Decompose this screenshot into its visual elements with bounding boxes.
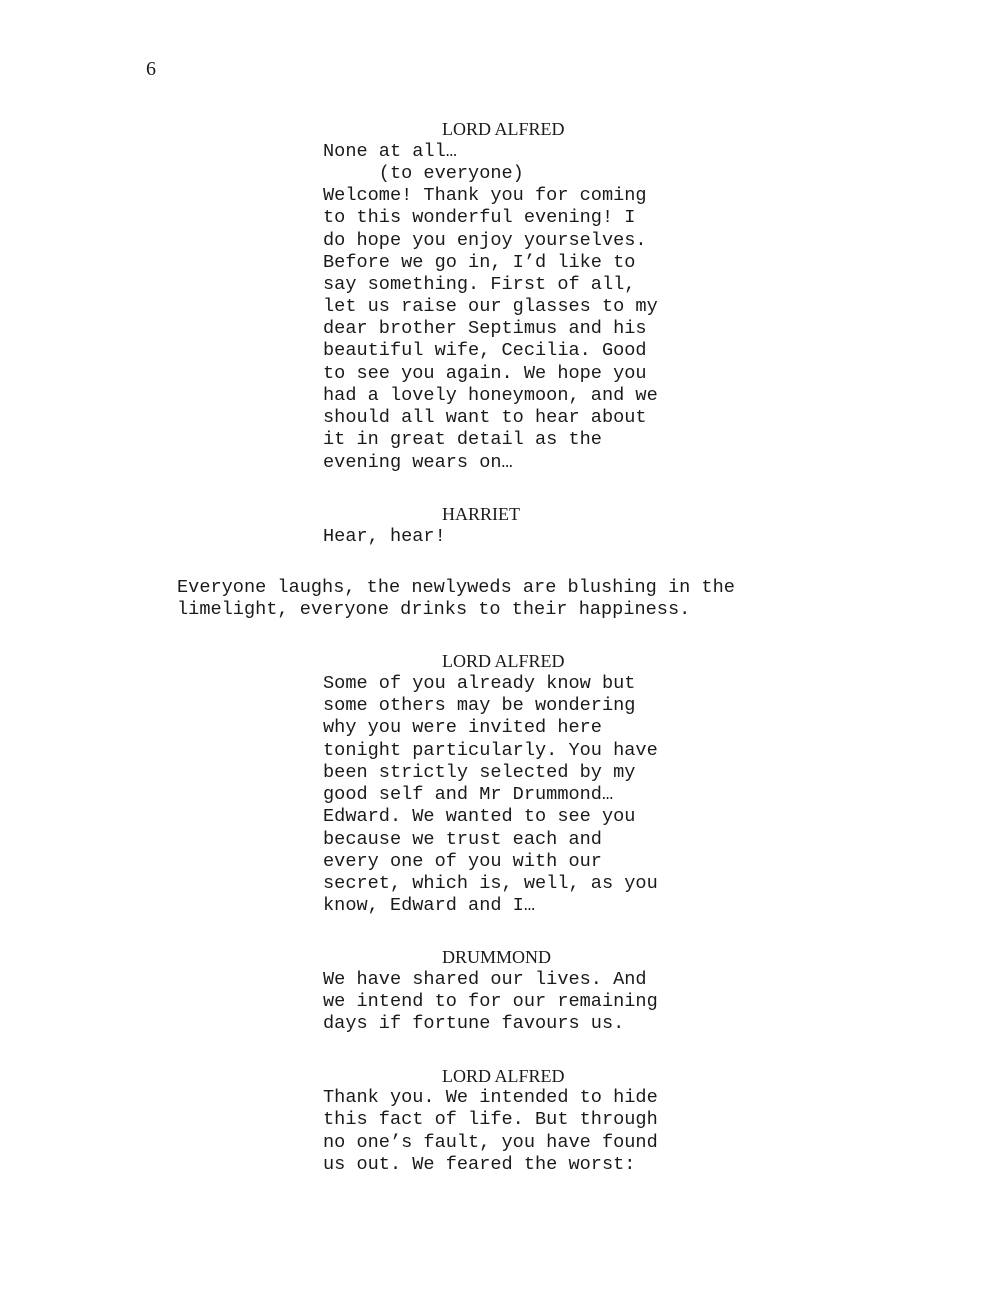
dialogue-line: good self and Mr Drummond… — [323, 784, 614, 805]
dialogue-line: it in great detail as the — [323, 429, 602, 450]
dialogue-line: evening wears on… — [323, 452, 513, 473]
dialogue-line: beautiful wife, Cecilia. Good — [323, 340, 647, 361]
dialogue-line: should all want to hear about — [323, 407, 647, 428]
dialogue-line: been strictly selected by my — [323, 762, 636, 783]
action-line: limelight, everyone drinks to their happiness. — [177, 599, 691, 620]
dialogue-line: We have shared our lives. And — [323, 969, 647, 990]
dialogue-line: why you were invited here — [323, 717, 602, 738]
dialogue-line: tonight particularly. You have — [323, 740, 658, 761]
dialogue-line: Edward. We wanted to see you — [323, 806, 636, 827]
dialogue-line: we intend to for our remaining — [323, 991, 658, 1012]
dialogue-line: some others may be wondering — [323, 695, 636, 716]
dialogue-line: to see you again. We hope you — [323, 363, 647, 384]
dialogue-line: no one’s fault, you have found — [323, 1132, 658, 1153]
dialogue-line: Hear, hear! — [323, 526, 446, 547]
dialogue-line: had a lovely honeymoon, and we — [323, 385, 658, 406]
action-line: Everyone laughs, the newlyweds are blushing in the — [177, 577, 735, 598]
dialogue-line: let us raise our glasses to my — [323, 296, 658, 317]
dialogue-line: Welcome! Thank you for coming — [323, 185, 647, 206]
dialogue-line: dear brother Septimus and his — [323, 318, 647, 339]
character-name: HARRIET — [442, 504, 520, 524]
character-name: LORD ALFRED — [442, 651, 565, 671]
dialogue-line: Some of you already know but — [323, 673, 636, 694]
character-name: DRUMMOND — [442, 947, 552, 967]
dialogue-line: days if fortune favours us. — [323, 1013, 625, 1034]
dialogue-line: us out. We feared the worst: — [323, 1154, 636, 1175]
page-number: 6 — [146, 58, 156, 80]
parenthetical: (to everyone) — [323, 163, 524, 184]
dialogue-line: Before we go in, I’d like to — [323, 252, 636, 273]
dialogue-line: to this wonderful evening! I — [323, 207, 636, 228]
dialogue-line: know, Edward and I… — [323, 895, 536, 916]
dialogue-line: because we trust each and — [323, 829, 602, 850]
dialogue-line: every one of you with our — [323, 851, 602, 872]
dialogue-line: None at all… — [323, 141, 457, 162]
character-name: LORD ALFRED — [442, 119, 565, 139]
dialogue-line: this fact of life. But through — [323, 1109, 658, 1130]
character-name: LORD ALFRED — [442, 1066, 565, 1086]
dialogue-line: Thank you. We intended to hide — [323, 1087, 658, 1108]
dialogue-line: do hope you enjoy yourselves. — [323, 230, 647, 251]
dialogue-line: secret, which is, well, as you — [323, 873, 658, 894]
dialogue-line: say something. First of all, — [323, 274, 636, 295]
